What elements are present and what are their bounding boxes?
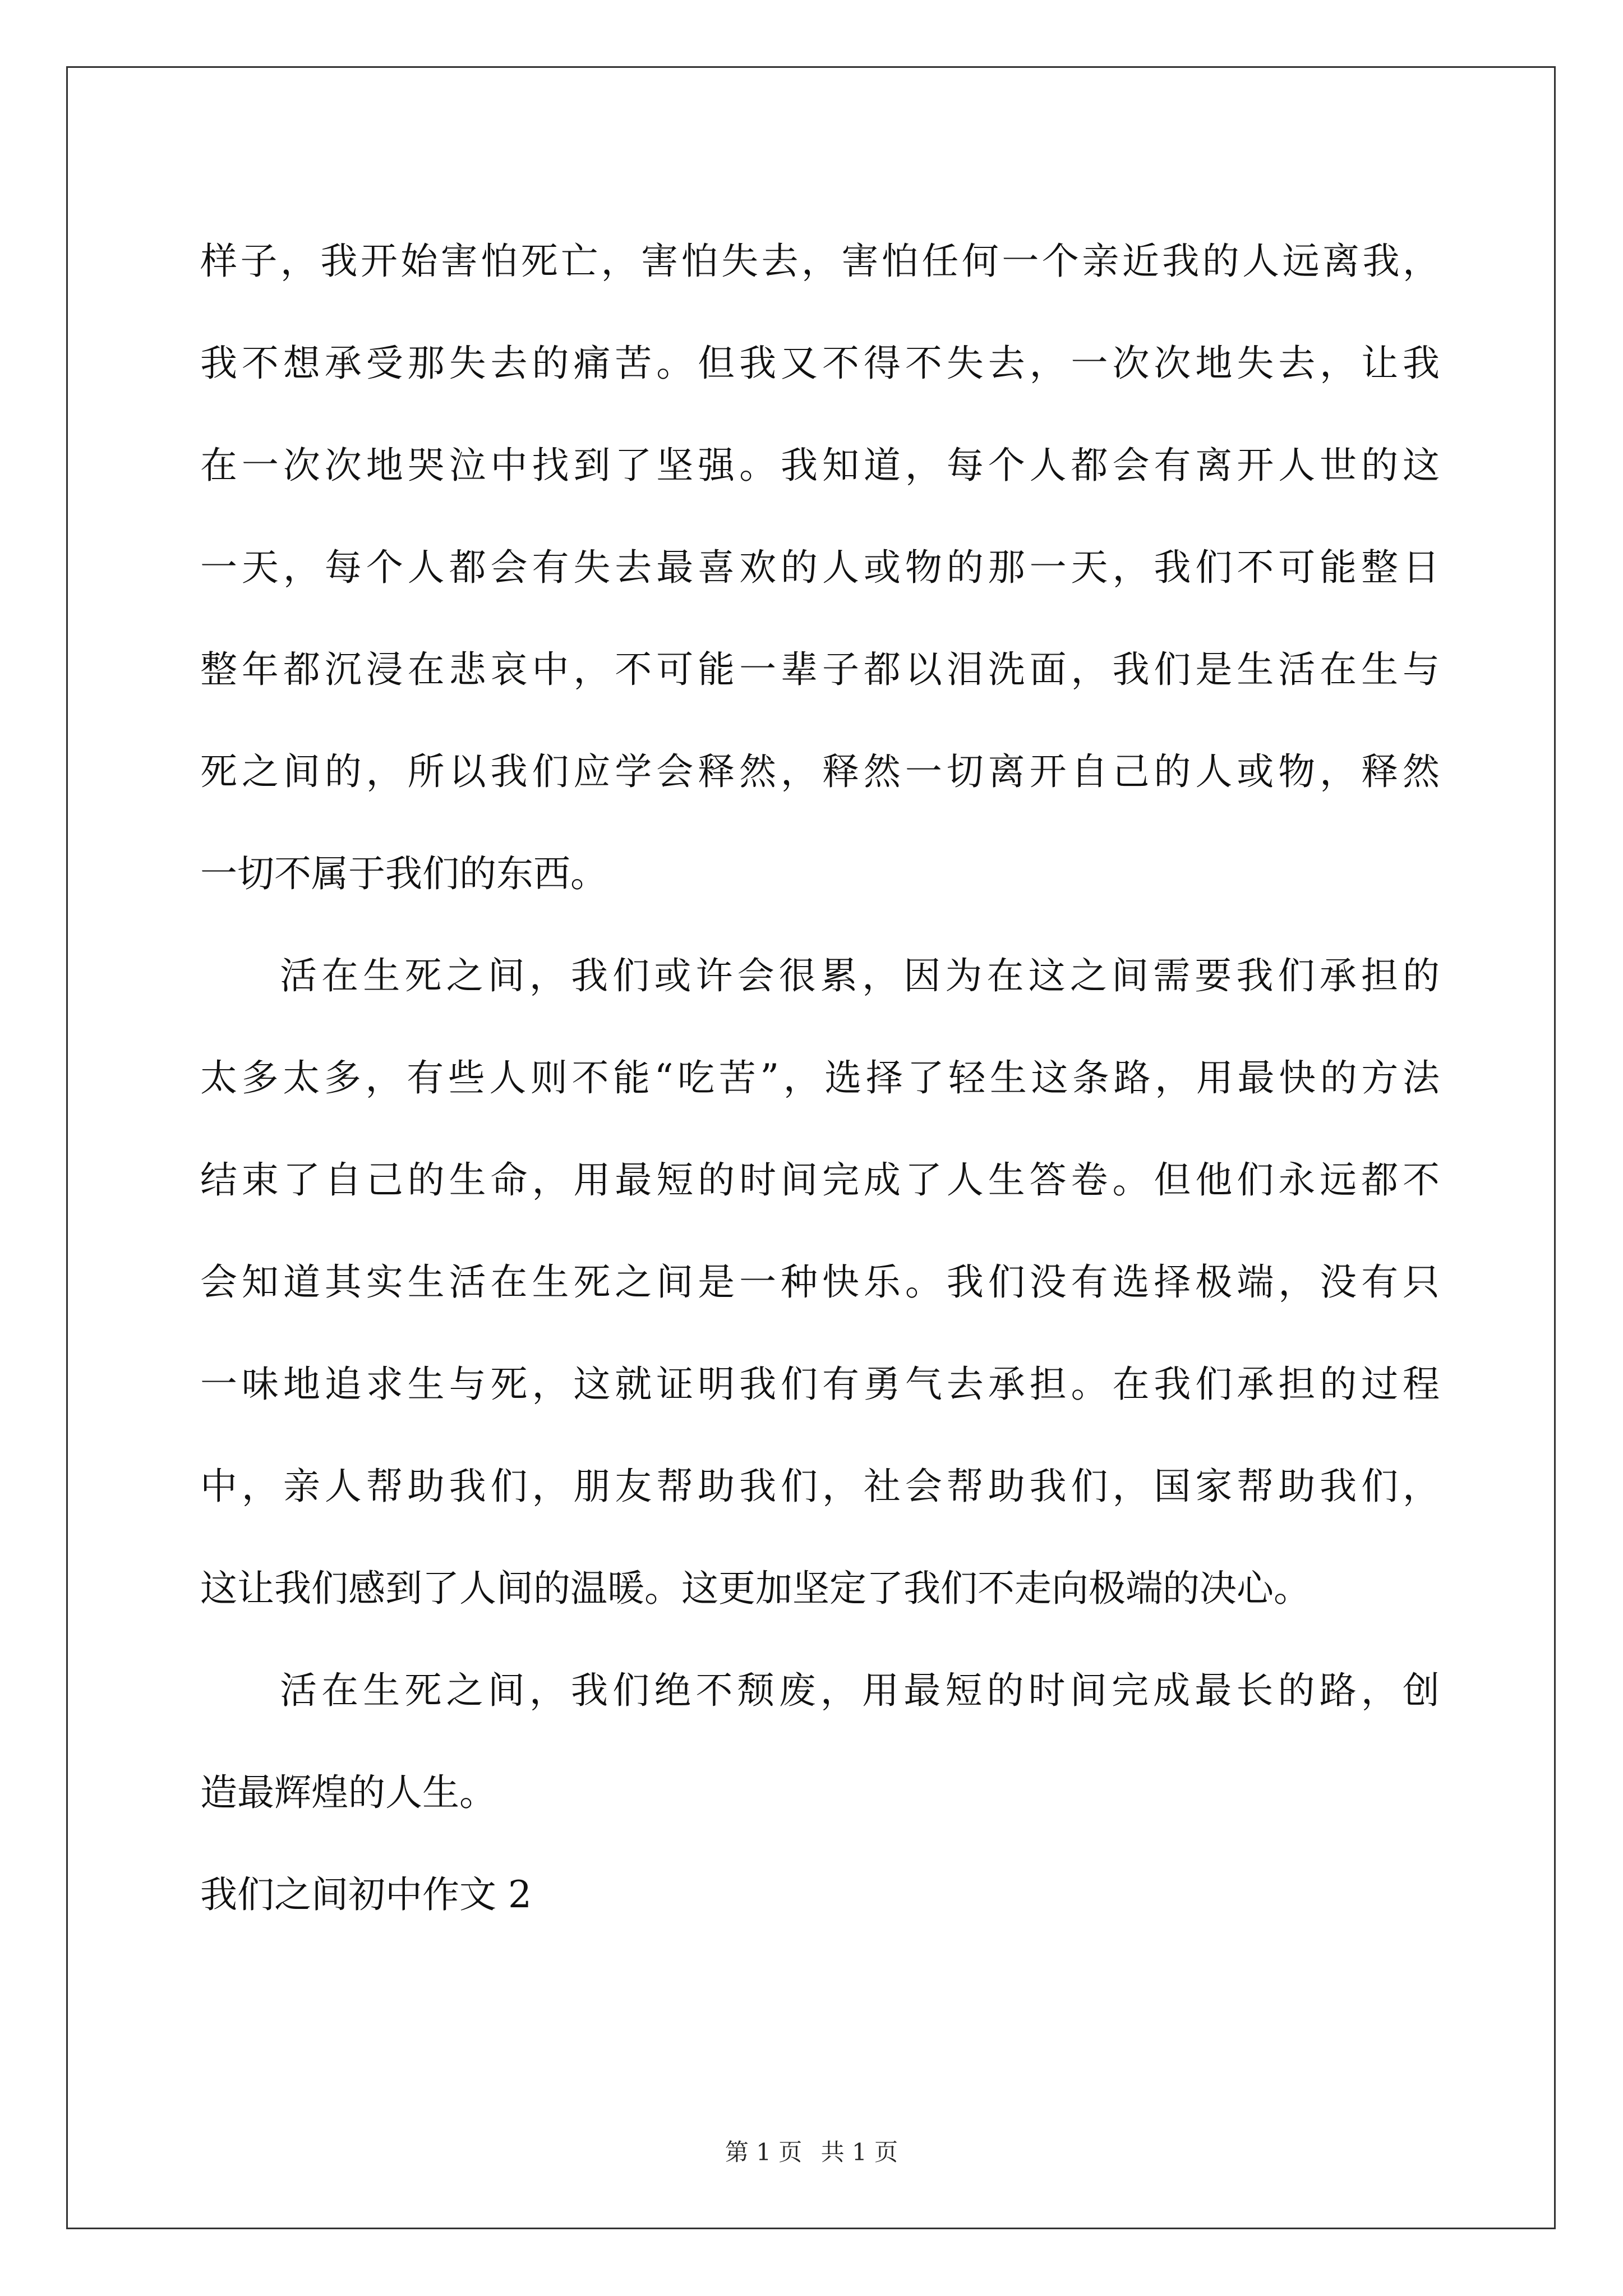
text-line: 会知道其实生活在生死之间是一种快乐。我们没有选择极端，没有只 — [200, 1260, 1440, 1304]
text-line: 在一次次地哭泣中找到了坚强。我知道，每个人都会有离开人世的这 — [200, 444, 1440, 487]
paragraph-1 — [200, 210, 1440, 925]
text-line: 一味地追求生与死，这就证明我们有勇气去承担。在我们承担的过程 — [200, 1363, 1440, 1406]
page-number-total: 共 1 页 — [820, 2138, 898, 2166]
text-line: 死之间的，所以我们应学会释然，释然一切离开自己的人或物，释然 — [200, 750, 1440, 793]
text-line: 我不想承受那失去的痛苦。但我又不得不失去，一次次地失去，让我 — [200, 342, 1440, 385]
page-footer — [0, 2134, 1623, 2168]
text-line: 这让我们感到了人间的温暖。这更加坚定了我们不走向极端的决心。 — [200, 1567, 1311, 1610]
text-line: 整年都沉浸在悲哀中，不可能一辈子都以泪洗面，我们是生活在生与 — [200, 648, 1440, 691]
text-line: 结束了自己的生命，用最短的时间完成了人生答卷。但他们永远都不 — [200, 1158, 1440, 1202]
text-line: 造最辉煌的人生。 — [200, 1771, 496, 1814]
text-line: 太多太多，有些人则不能“吃苦”，选择了轻生这条路，用最快的方法 — [200, 1056, 1440, 1099]
paragraph-2 — [200, 925, 1440, 1640]
document-body — [200, 210, 1440, 1946]
paragraph-3 — [200, 1640, 1440, 1844]
text-line: 中，亲人帮助我们，朋友帮助我们，社会帮助我们，国家帮助我们， — [200, 1465, 1440, 1508]
text-line: 一天，每个人都会有失去最喜欢的人或物的那一天，我们不可能整日 — [200, 546, 1440, 589]
text-line: 活在生死之间，我们绝不颓废，用最短的时间完成最长的路，创 — [280, 1669, 1440, 1712]
text-line: 活在生死之间，我们或许会很累，因为在这之间需要我们承担的 — [280, 954, 1440, 997]
text-line: 一切不属于我们的东西。 — [200, 852, 607, 895]
section-heading: 我们之间初中作文 2 — [200, 1873, 532, 1916]
page-number-current: 第 1 页 — [725, 2138, 803, 2166]
text-line: 样子，我开始害怕死亡，害怕失去，害怕任何一个亲近我的人远离我， — [200, 240, 1440, 283]
